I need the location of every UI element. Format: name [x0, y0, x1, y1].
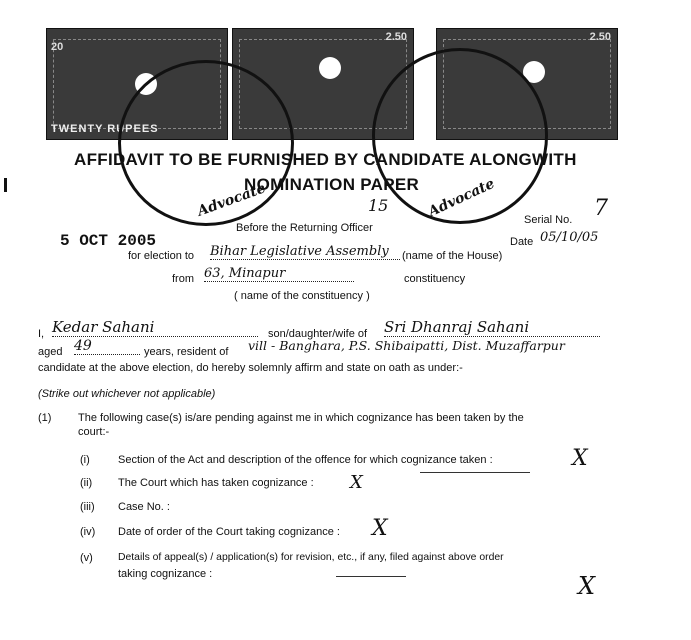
- constituency-label: constituency: [404, 273, 466, 285]
- sub-item-number: (iii): [80, 501, 95, 513]
- sub-item-number: (ii): [80, 477, 93, 489]
- sub-item-mark: X: [572, 446, 588, 471]
- father-name: Sri Dhanraj Sahani: [384, 318, 600, 337]
- document-title-line1: AFFIDAVIT TO BE FURNISHED BY CANDIDATE ALONGWITH: [74, 150, 577, 169]
- candidate-statement: candidate at the above election, do hereby solemnly affirm and state on oath as under:-: [38, 362, 463, 374]
- aged-label: aged: [38, 346, 63, 358]
- age-value: 49: [74, 338, 140, 355]
- sub-item-mark: X: [578, 572, 596, 600]
- before-label: Before the Returning Officer: [236, 222, 373, 234]
- stamp-denomination: 2.50: [589, 31, 611, 43]
- house-value: Bihar Legislative Assembly: [210, 244, 400, 260]
- serial-value: 7: [594, 196, 608, 221]
- stamp-denomination: 2.50: [385, 31, 407, 43]
- sub-item-number: (i): [80, 454, 90, 466]
- sub-item-text-cont: taking cognizance :: [118, 568, 213, 580]
- serial-label: Serial No.: [524, 214, 573, 226]
- sub-item-number: (iv): [80, 526, 96, 538]
- seal-text-left: Advocate: [195, 180, 268, 220]
- document-title-line2: NOMINATION PAPER: [244, 175, 420, 194]
- stamp-caption: TWENTY RUPEES: [51, 123, 159, 135]
- item-1-number: (1): [38, 412, 52, 424]
- seal-text-right: Advocate: [425, 175, 498, 221]
- handwritten-number: 15: [368, 196, 389, 215]
- for-election-label: for election to: [128, 250, 195, 262]
- handwritten-underline: [336, 576, 406, 577]
- item-1-text-cont: court:-: [78, 426, 110, 438]
- date-stamp: 5 OCT 2005: [60, 232, 157, 250]
- son-label: son/daughter/wife of: [268, 328, 368, 340]
- house-label: (name of the House): [402, 250, 503, 262]
- address-value: vill - Banghara, P.S. Shibaipatti, Dist. Muzaffarpur: [248, 338, 565, 353]
- i-label: I,: [38, 328, 45, 340]
- date-value: 05/10/05: [540, 230, 599, 245]
- item-1-text: The following case(s) is/are pending against me in which cognizance has been taken by the: [78, 412, 524, 424]
- sub-item-mark: X: [372, 516, 388, 541]
- from-label: from: [172, 273, 194, 285]
- sub-item-number: (v): [80, 552, 93, 564]
- sub-item-mark: X: [350, 472, 363, 493]
- constituency-value: 63, Minapur: [204, 266, 354, 282]
- stamp-denomination: 20: [51, 41, 64, 53]
- sub-item-text: Section of the Act and description of the offence for which cognizance taken :: [118, 454, 493, 466]
- strike-note: (Strike out whichever not applicable): [38, 388, 216, 400]
- constituency-note: ( name of the constituency ): [234, 290, 370, 302]
- date-label: Date: [510, 236, 534, 248]
- candidate-name: Kedar Sahani: [52, 318, 258, 337]
- resident-label: years, resident of: [144, 346, 229, 358]
- sub-item-text: Case No. :: [118, 501, 170, 513]
- sub-item-text: The Court which has taken cognizance :: [118, 477, 314, 489]
- sub-item-text: Date of order of the Court taking cognizance :: [118, 526, 340, 538]
- handwritten-underline: [420, 472, 530, 473]
- scan-speck: [4, 178, 7, 192]
- sub-item-text: Details of appeal(s) / application(s) for revision, etc., if any, filed against above order: [118, 552, 504, 563]
